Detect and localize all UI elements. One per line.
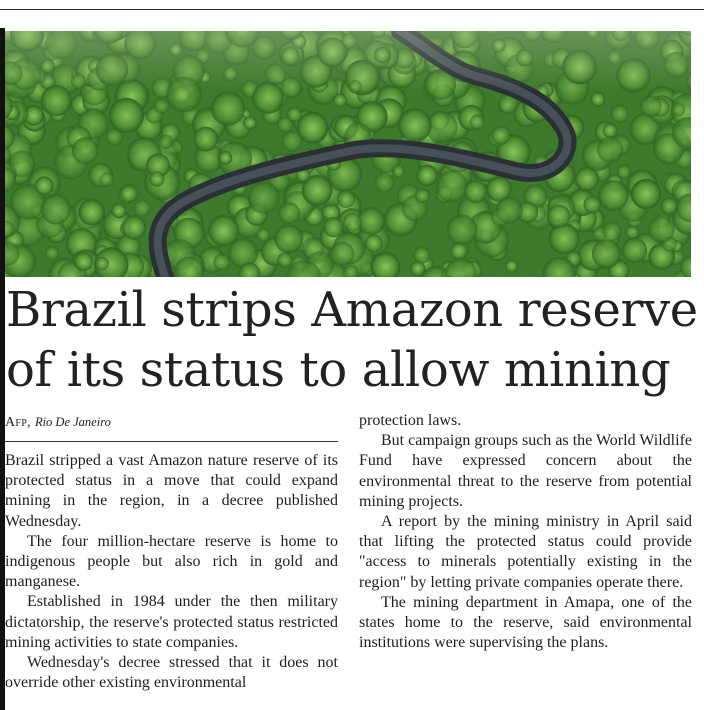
paragraph: Wednesday's decree stressed that it does not override other existing environmental (5, 654, 338, 692)
aerial-river-forest-photo (5, 31, 691, 277)
paragraph: The mining department in Amapa, one of the states home to the reserve, said environmental institutions were supervising the plans. (359, 593, 692, 652)
paragraph: But campaign groups such as the World Wildlife Fund have expressed concern about the environmental threat to the reserve from potential mining projects. (359, 432, 692, 510)
byline-agency: Afp, (5, 415, 31, 430)
article-headline (6, 280, 700, 400)
headline-line-1: Brazil strips Amazon reserve (6, 282, 698, 338)
paragraph: protection laws. (359, 412, 462, 429)
paragraph: The four million-hectare reserve is home to indigenous people but also rich in gold and manganese. (5, 532, 338, 591)
byline (5, 415, 111, 431)
byline-rule (5, 441, 338, 442)
paragraph: Brazil stripped a vast Amazon nature reserve of its protected status in a move that could expand mining in the region, in a decree published Wednesday. (5, 452, 338, 530)
article-column-left (5, 451, 338, 693)
top-rule (0, 9, 704, 10)
byline-place: Rio De Janeiro (34, 415, 111, 429)
headline-line-2: of its status to allow mining (6, 342, 671, 398)
photo-illustration (5, 31, 691, 277)
paragraph: Established in 1984 under the then military dictatorship, the reserve's protected status restricted mining activities to state companies. (5, 593, 338, 651)
article-column-right (359, 411, 692, 653)
paragraph: A report by the mining ministry in April said that lifting the protected status could provide "access to minerals potentially existing in the region" by letting private companies operate there. (359, 513, 692, 591)
